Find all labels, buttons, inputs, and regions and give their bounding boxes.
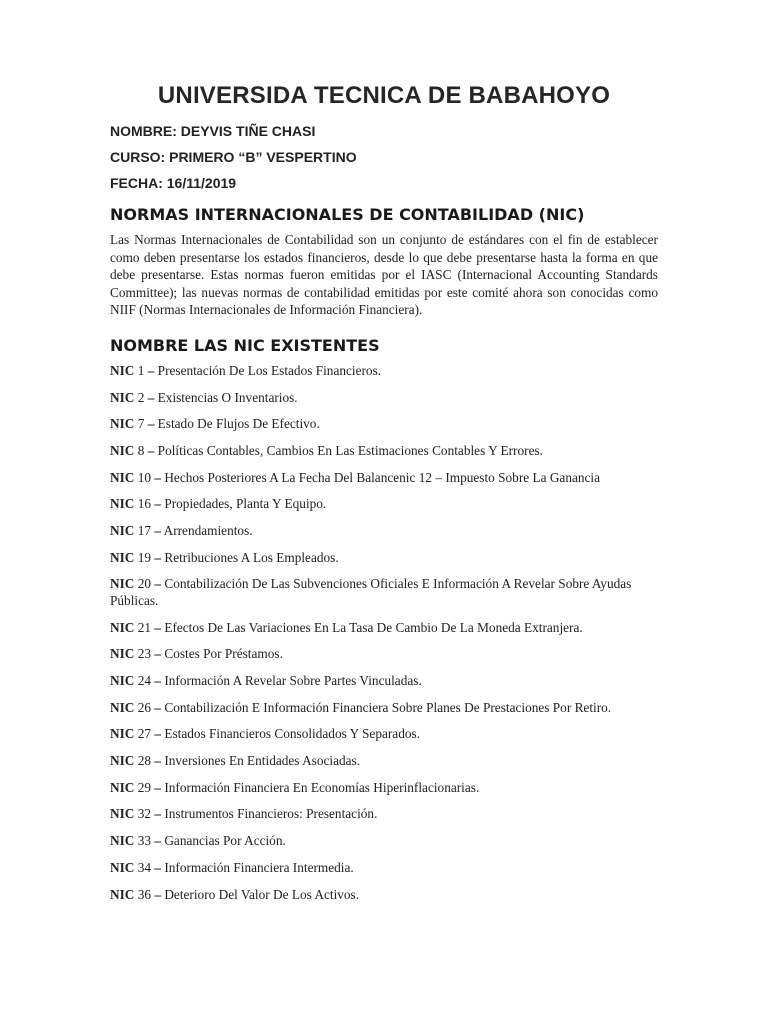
nic-dash: – bbox=[154, 646, 161, 662]
nic-dash: – bbox=[154, 886, 161, 902]
nic-label: NIC bbox=[110, 389, 135, 405]
nic-title: Información Financiera Intermedia. bbox=[161, 859, 354, 875]
nic-title: Retribuciones A Los Empleados. bbox=[161, 549, 339, 565]
list-item bbox=[110, 780, 658, 797]
nic-label: NIC bbox=[110, 753, 135, 769]
list-item bbox=[110, 833, 658, 850]
nic-title: Existencias O Inventarios. bbox=[154, 389, 298, 405]
nic-title: Contabilización De Las Subvenciones Oficiales E Información A Revelar Sobre Ayudas Públicas. bbox=[110, 576, 632, 608]
document-title: UNIVERSIDA TECNICA DE BABAHOYO bbox=[157, 82, 611, 109]
nic-number: 2 bbox=[134, 389, 148, 405]
nic-label: NIC bbox=[110, 416, 135, 432]
nic-label: NIC bbox=[110, 699, 135, 715]
nic-label: NIC bbox=[110, 806, 135, 822]
nic-title: Propiedades, Planta Y Equipo. bbox=[161, 496, 327, 512]
nic-number: 20 bbox=[134, 576, 155, 592]
nic-label: NIC bbox=[110, 443, 135, 459]
nic-title: Estados Financieros Consolidados Y Separados. bbox=[161, 726, 421, 742]
nic-dash: – bbox=[154, 753, 161, 769]
nic-number: 27 bbox=[134, 726, 155, 742]
list-item bbox=[110, 416, 658, 433]
list-item bbox=[110, 887, 658, 904]
nic-dash: – bbox=[147, 389, 155, 405]
nic-label: NIC bbox=[110, 469, 135, 485]
nic-label: NIC bbox=[110, 619, 135, 635]
nic-label: NIC bbox=[110, 523, 135, 539]
nic-number: 8 bbox=[134, 443, 148, 459]
nic-number: 32 bbox=[134, 806, 155, 822]
nic-title: Ganancias Por Acción. bbox=[161, 833, 286, 849]
list-item bbox=[110, 576, 658, 609]
nic-title: Presentación De Los Estados Financieros. bbox=[154, 362, 382, 378]
nic-title: Información Financiera En Economías Hiperinflacionarias. bbox=[161, 779, 480, 795]
nic-title: Arrendamientos. bbox=[161, 523, 253, 539]
nic-dash: – bbox=[154, 859, 161, 875]
list-item bbox=[110, 753, 658, 770]
nic-label: NIC bbox=[110, 496, 135, 512]
nic-number: 10 bbox=[134, 469, 155, 485]
nic-label: NIC bbox=[110, 779, 135, 795]
nic-number: 28 bbox=[134, 753, 155, 769]
nic-label: NIC bbox=[110, 673, 135, 689]
nic-dash: – bbox=[154, 673, 161, 689]
nic-number: 19 bbox=[134, 549, 155, 565]
nic-dash: – bbox=[147, 443, 155, 459]
list-item bbox=[110, 363, 658, 380]
nic-label: NIC bbox=[110, 833, 135, 849]
list-item bbox=[110, 523, 658, 540]
nic-label: NIC bbox=[110, 886, 135, 902]
list-item bbox=[110, 620, 658, 637]
nic-title: Estado De Flujos De Efectivo. bbox=[154, 416, 320, 432]
nic-title: Hechos Posteriores A La Fecha Del Balancenic 12 – Impuesto Sobre La Ganancia bbox=[161, 469, 601, 485]
nic-dash: – bbox=[154, 619, 161, 635]
nic-number: 17 bbox=[134, 523, 155, 539]
nic-label: NIC bbox=[110, 362, 135, 378]
list-item bbox=[110, 860, 658, 877]
nic-dash: – bbox=[154, 549, 161, 565]
date-info: FECHA: 16/11/2019 bbox=[110, 175, 237, 191]
nic-number: 36 bbox=[134, 886, 155, 902]
nic-number: 1 bbox=[134, 362, 148, 378]
nic-dash: – bbox=[154, 779, 161, 795]
nic-list bbox=[110, 363, 658, 903]
nic-label: NIC bbox=[110, 549, 135, 565]
nic-title: Deterioro Del Valor De Los Activos. bbox=[161, 886, 360, 902]
nic-title: Inversiones En Entidades Asociadas. bbox=[161, 753, 361, 769]
nic-number: 16 bbox=[134, 496, 155, 512]
nic-dash: – bbox=[154, 806, 161, 822]
nic-title: Instrumentos Financieros: Presentación. bbox=[161, 806, 378, 822]
list-item bbox=[110, 470, 658, 487]
course-info: CURSO: PRIMERO “B” VESPERTINO bbox=[110, 149, 357, 165]
nic-title: Información A Revelar Sobre Partes Vinculadas. bbox=[161, 673, 422, 689]
list-item bbox=[110, 390, 658, 407]
nic-label: NIC bbox=[110, 576, 135, 592]
nic-number: 7 bbox=[134, 416, 148, 432]
nic-title: Efectos De Las Variaciones En La Tasa De Cambio De La Moneda Extranjera. bbox=[161, 619, 583, 635]
nic-number: 21 bbox=[134, 619, 155, 635]
list-item bbox=[110, 673, 658, 690]
nic-number: 24 bbox=[134, 673, 155, 689]
nic-dash: – bbox=[147, 416, 155, 432]
nic-title: Contabilización E Información Financiera Sobre Planes De Prestaciones Por Retiro. bbox=[161, 699, 612, 715]
nic-dash: – bbox=[154, 496, 161, 512]
nic-number: 26 bbox=[134, 699, 155, 715]
nic-dash: – bbox=[154, 726, 161, 742]
nic-title: Políticas Contables, Cambios En Las Estimaciones Contables Y Errores. bbox=[154, 443, 543, 459]
nic-dash: – bbox=[154, 576, 161, 592]
nic-title: Costes Por Préstamos. bbox=[161, 646, 283, 662]
nic-label: NIC bbox=[110, 859, 135, 875]
nic-label: NIC bbox=[110, 726, 135, 742]
list-item bbox=[110, 496, 658, 513]
nic-dash: – bbox=[154, 523, 161, 539]
list-item bbox=[110, 646, 658, 663]
list-item bbox=[110, 443, 658, 460]
student-name: NOMBRE: DEYVIS TIÑE CHASI bbox=[110, 123, 316, 139]
section-heading-nic-list: NOMBRE LAS NIC EXISTENTES bbox=[110, 335, 380, 355]
nic-dash: – bbox=[147, 362, 155, 378]
list-item bbox=[110, 726, 658, 743]
nic-number: 29 bbox=[134, 779, 155, 795]
nic-dash: – bbox=[154, 469, 161, 485]
nic-number: 33 bbox=[134, 833, 155, 849]
nic-number: 34 bbox=[134, 859, 155, 875]
list-item bbox=[110, 700, 658, 717]
nic-number: 23 bbox=[134, 646, 155, 662]
list-item bbox=[110, 806, 658, 823]
section-heading-nic: NORMAS INTERNACIONALES DE CONTABILIDAD (NIC) bbox=[110, 205, 585, 224]
list-item bbox=[110, 550, 658, 567]
nic-label: NIC bbox=[110, 646, 135, 662]
nic-dash: – bbox=[154, 699, 161, 715]
intro-paragraph: Las Normas Internacionales de Contabilidad son un conjunto de estándares con el fin de establecer como deben presentarse los estados financieros, desde lo que debe presentarse hasta la forma en que debe presentarse. Estas normas fueron emitidas por el IASC (Internacional Accounting Standards Committee); las nuevas normas de contabilidad emitidas por este comité ahora son conocidas como NIIF (Normas Internacionales de Información Financiera). bbox=[110, 232, 658, 318]
nic-dash: – bbox=[154, 833, 161, 849]
